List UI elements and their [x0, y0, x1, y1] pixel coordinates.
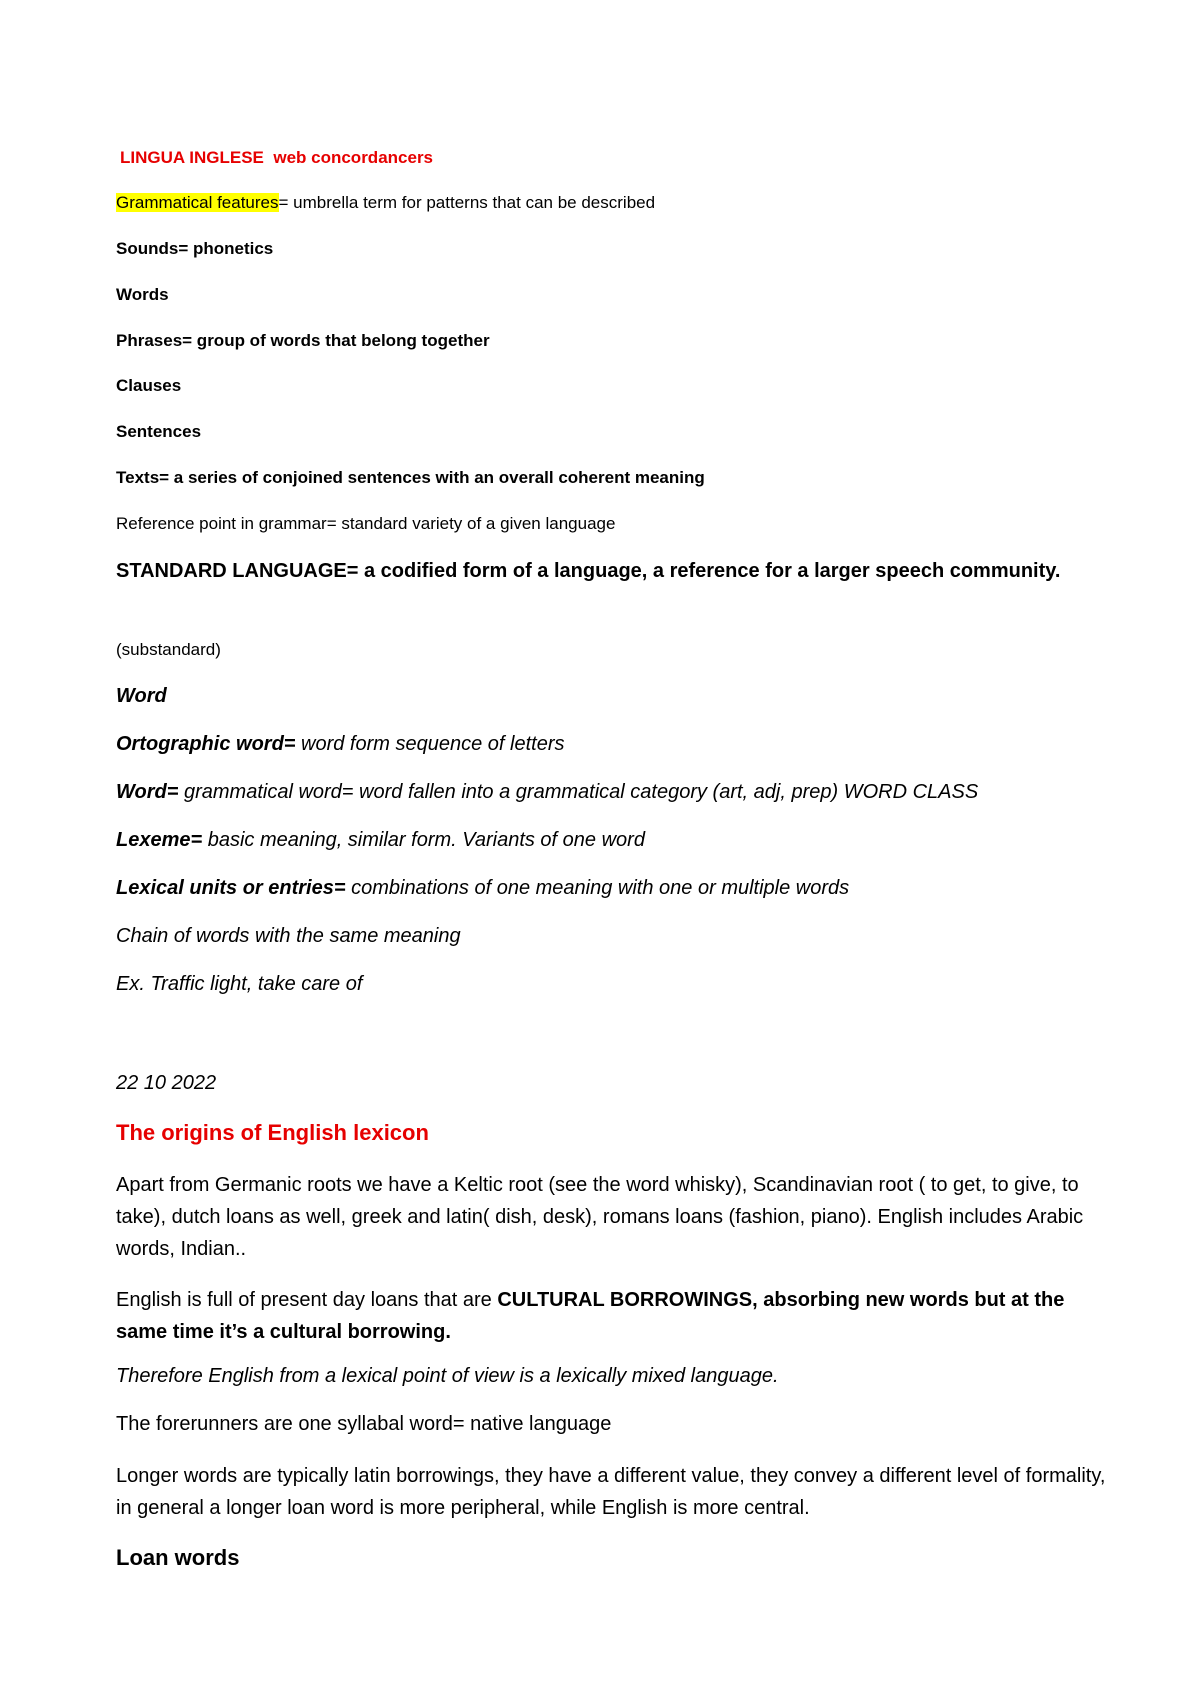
title-main: LINGUA INGLESE [120, 148, 264, 167]
loan-words-heading: Loan words [116, 1545, 240, 1570]
definition-text: grammatical word= word fallen into a grammatical category (art, adj, prep) WORD CLASS [178, 781, 979, 803]
word-heading: Word [116, 685, 167, 707]
title-sub: web concordancers [273, 148, 434, 167]
level-sentences: Sentences [116, 422, 202, 441]
origins-paragraph-5: Longer words are typically latin borrowings, they have a different value, they convey a different level of formality, in general a longer loan word is more peripheral, while English is more central. [116, 1465, 1106, 1519]
level-words: Words [116, 285, 169, 304]
origins-paragraph-3: Therefore English from a lexical point of view is a lexically mixed language. [116, 1365, 779, 1387]
definition-term: Word= [116, 781, 179, 803]
origins-paragraph-2 [116, 1284, 1106, 1348]
origins-paragraph-1: Apart from Germanic roots we have a Keltic root (see the word whisky), Scandinavian root ( to get, to give, to take), dutch loans as well, greek and latin( dish, desk), romans loans (fashion, piano). English includes Arabic words, Indian.. [116, 1174, 1084, 1260]
date-line: 22 10 2022 [116, 1072, 217, 1094]
document-title [120, 148, 433, 168]
definition-term: Ortographic word= [116, 733, 296, 755]
standard-language: STANDARD LANGUAGE= a codified form of a language, a reference for a larger speech community. [116, 560, 1061, 582]
chain-note: Chain of words with the same meaning [116, 925, 461, 947]
definition-text: word form sequence of letters [295, 733, 565, 755]
level-phrases: Phrases= group of words that belong together [116, 331, 490, 350]
definition-lexical-units [116, 876, 849, 900]
level-texts: Texts= a series of conjoined sentences with an overall coherent meaning [116, 468, 705, 487]
origins-heading: The origins of English lexicon [116, 1120, 429, 1145]
substandard-note: (substandard) [116, 640, 221, 659]
definition-term: Lexeme= [116, 829, 203, 851]
highlighted-term: Grammatical features [116, 193, 279, 212]
definition-word [116, 780, 978, 804]
level-sounds: Sounds= phonetics [116, 239, 274, 258]
origins-paragraph-4: The forerunners are one syllabal word= native language [116, 1413, 612, 1435]
paragraph-2-bold: CULTURAL BORROWINGS, absorbing new words but at the same time it’s a cultural borrowing. [116, 1289, 1065, 1343]
reference-point: Reference point in grammar= standard variety of a given language [116, 514, 616, 533]
intro-definition: = umbrella term for patterns that can be described [278, 193, 656, 212]
definition-text: combinations of one meaning with one or multiple words [345, 877, 850, 899]
definition-lexeme [116, 828, 645, 852]
definition-ortographic [116, 732, 564, 756]
definition-text: basic meaning, similar form. Variants of one word [202, 829, 645, 851]
definition-term: Lexical units or entries= [116, 877, 346, 899]
example-note: Ex. Traffic light, take care of [116, 973, 363, 995]
intro-line [116, 193, 655, 213]
paragraph-2-start: English is full of present day loans that are [116, 1289, 498, 1311]
level-clauses: Clauses [116, 376, 182, 395]
